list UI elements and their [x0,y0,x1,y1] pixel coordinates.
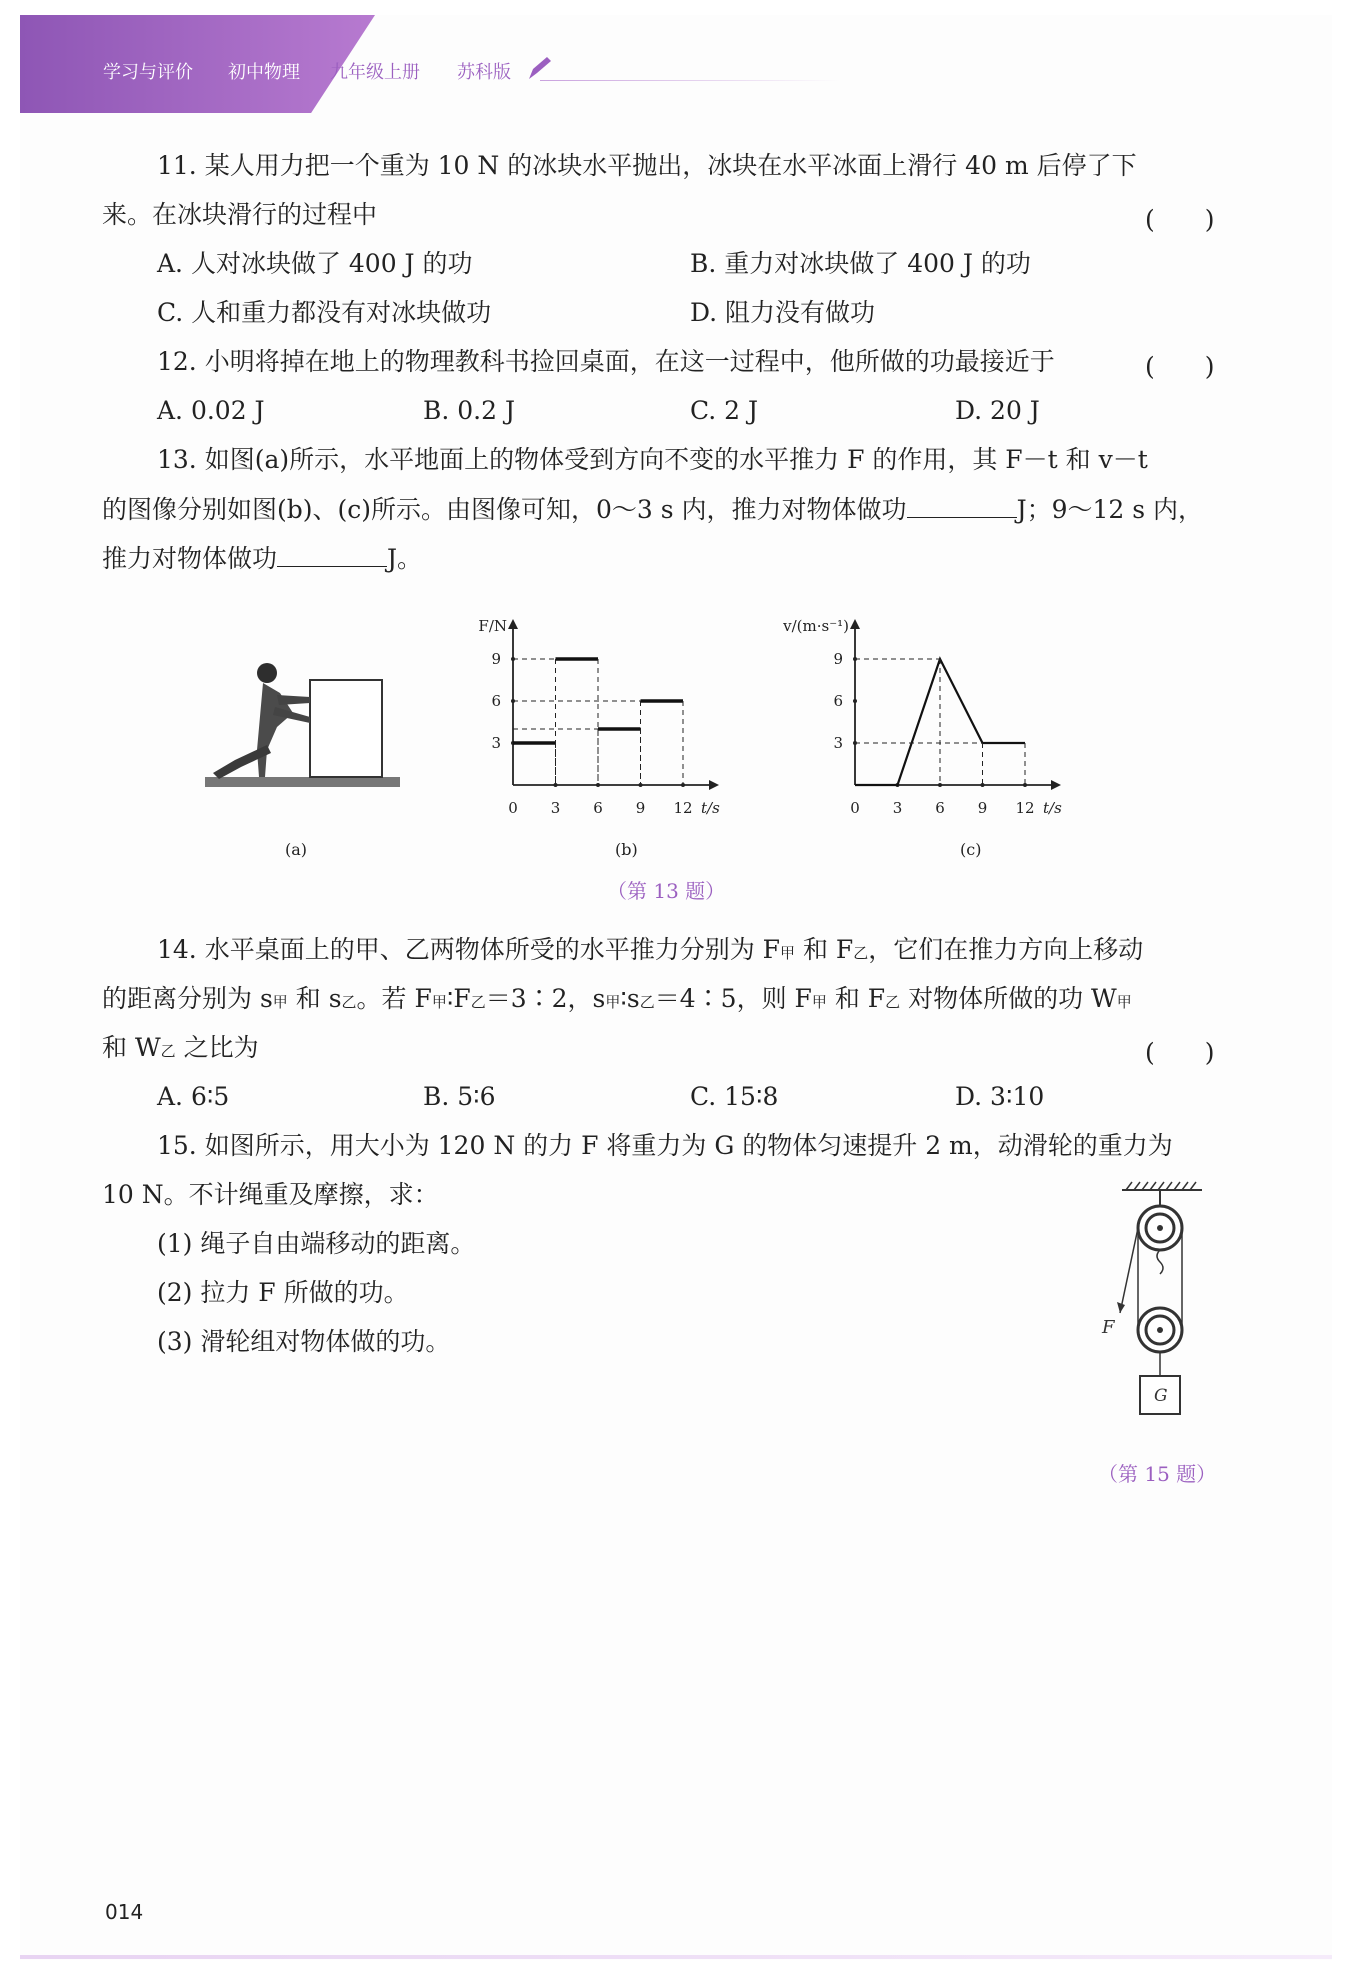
q13-line1: 13. 如图(a)所示，水平地面上的物体受到方向不变的水平推力 F 的作用，其 F－t 和 v－t [157,445,1148,474]
chart-c-y-arrow-icon [850,619,860,629]
q12-option-a: A. 0.02 J [157,396,265,425]
chart-b-x-tick-2: 6 [593,799,603,817]
q15-caption: （第 15 题） [1098,1462,1217,1486]
header-divider [540,80,840,81]
q14-line2-sub6: 乙 [639,993,655,1011]
fixed-pulley-axle [1157,1225,1163,1231]
chart-b-y-tick-1: 6 [491,692,501,710]
q14-option-d: D. 3∶10 [955,1082,1045,1111]
q14-line1-a: 14. 水平桌面上的甲、乙两物体所受的水平推力分别为 F [157,935,781,964]
q15-line2: 10 N。不计绳重及摩擦，求： [102,1180,439,1209]
q13-blank-2[interactable] [277,540,387,567]
q12-option-d: D. 20 J [955,396,1040,425]
chart-b-y-tick-0: 3 [491,734,501,752]
chart-c-x-tick-2: 6 [935,799,945,817]
chart-c-y-tick-1: 6 [833,692,843,710]
chart-c-y-label: v/(m·s⁻¹) [783,617,849,635]
fig-a-label: (a) [285,840,308,859]
movable-pulley-axle [1157,1327,1163,1333]
q11-option-c: C. 人和重力都没有对冰块做功 [157,298,492,327]
q13-line3-text-a: 推力对物体做功 [102,544,278,573]
chart-b-x-tick-4: 12 [673,799,693,817]
hook-icon [1157,1250,1163,1274]
q11-line1: 11. 某人用力把一个重为 10 N 的冰块水平抛出，冰块在水平冰面上滑行 40 m 后停了下 [157,151,1137,180]
chart-c-y-tick-0: 3 [833,734,843,752]
q15-sub1: (1) 绳子自由端移动的距离。 [157,1229,476,1258]
chart-c-x-label: t/s [1043,799,1062,817]
chart-c-x-tick-3: 9 [977,799,988,817]
ceiling-hatch [1126,1182,1196,1190]
chart-c-x-tick-0: 0 [850,799,860,817]
chart-c-x-tick-1: 3 [892,799,903,817]
q15-sub3: (3) 滑轮组对物体做的功。 [157,1327,451,1356]
q13-line2-text-a: 的图像分别如图(b)、(c)所示。由图像可知，0～3 s 内，推力对物体做功 [102,495,907,524]
bottom-bar [20,1955,1332,1959]
q11-option-b: B. 重力对冰块做了 400 J 的功 [690,249,1031,278]
header-grade: 九年级上册 [330,62,420,83]
q14-line2-sub7: 甲 [811,993,827,1011]
page-number: 014 [105,1900,144,1924]
fig-c-label: (c) [960,840,982,859]
q14-line2-sub2: 乙 [341,993,357,1011]
chart-b-x-tick-1: 3 [550,799,561,817]
q11-option-a: A. 人对冰块做了 400 J 的功 [157,249,473,278]
header-subject: 初中物理 [228,62,300,83]
q13-caption: （第 13 题） [607,879,726,903]
q14-line2-sub1: 甲 [272,993,288,1011]
header-series: 学习与评价 [103,62,193,83]
q14-line1-c: ，它们在推力方向上移动 [868,935,1144,964]
q13-line3-text-b: J。 [387,544,423,573]
q13-line3 [102,540,422,577]
q15-line1: 15. 如图所示，用大小为 120 N 的力 F 将重力为 G 的物体匀速提升 2 m，动滑轮的重力为 [157,1131,1173,1160]
q14-option-c: C. 15∶8 [690,1082,779,1111]
chart-b-y-tick-2: 9 [491,650,501,668]
q14-line2-sub5: 甲 [605,993,621,1011]
q14-option-a: A. 6∶5 [157,1082,230,1111]
q14-option-b: B. 5∶6 [423,1082,496,1111]
force-label: F [1102,1317,1115,1338]
q15-sub2: (2) 拉力 F 所做的功。 [157,1278,409,1307]
person-head [257,663,277,683]
chart-b-x-arrow-icon [709,780,719,790]
box [310,680,382,777]
q14-line3-sub: 乙 [160,1042,176,1060]
q14-line1 [157,932,1143,971]
q11-option-d: D. 阻力没有做功 [690,298,876,327]
chart-c-y-tick-mark-1 [853,699,857,703]
figure-b-f-t-chart [468,597,778,827]
figure-c-v-t-chart [760,597,1120,827]
chart-b-y-label: F/N [478,617,507,635]
q11-line2: 来。在冰块滑行的过程中 [102,200,378,229]
q14-line2-g: ＝4∶5，则 F [654,984,812,1013]
q14-line1-sub2: 乙 [853,944,869,962]
fig-b-label: (b) [615,840,638,859]
figure-a-pushing-box [205,655,410,795]
q14-line2-sub3: 甲 [431,993,447,1011]
chart-b-x-label: t/s [701,799,720,817]
chart-b-x-tick-3: 9 [635,799,646,817]
q12-option-b: B. 0.2 J [423,396,515,425]
load-label: G [1154,1386,1168,1406]
q12-option-c: C. 2 J [690,396,759,425]
rope-free-end [1120,1228,1138,1313]
q14-line2-h: 和 F [826,984,886,1013]
ground [205,777,400,787]
header-edition: 苏科版 [457,62,511,83]
pulley-figure [1100,1178,1220,1448]
q14-line2-sub4: 乙 [470,993,486,1011]
chart-b-x-tick-0: 0 [508,799,518,817]
q14-line2-a: 的距离分别为 s [102,984,273,1013]
q14-line2-f: ∶s [620,984,640,1013]
q14-line2-d: ∶F [446,984,471,1013]
q12-line1: 12. 小明将掉在地上的物理教科书捡回桌面，在这一过程中，他所做的功最接近于 [157,347,1055,376]
q14-answer-paren: ( ) [1145,1038,1215,1067]
q14-line3 [102,1030,259,1069]
q13-line2 [102,491,1203,528]
chart-c-y-tick-2: 9 [833,650,843,668]
q14-line2-sub9: 甲 [1116,993,1132,1011]
q14-line2-sub8: 乙 [885,993,901,1011]
q12-answer-paren: ( ) [1145,352,1215,381]
q14-line3-a: 和 W [102,1033,161,1062]
q14-line1-sub1: 甲 [780,944,796,962]
q14-line3-b: 之比为 [175,1033,259,1062]
q14-line2-i: 对物体所做的功 W [900,984,1117,1013]
q14-line2-c: 。若 F [356,984,432,1013]
q14-line2-e: ＝3∶2，s [485,984,606,1013]
q13-line2-text-b: J；9～12 s 内， [1016,495,1204,524]
q14-line1-b: 和 F [795,935,854,964]
chart-c-x-tick-4: 12 [1015,799,1035,817]
q14-line2-b: 和 s [287,984,342,1013]
force-arrow-icon [1117,1302,1125,1313]
chart-b-y-arrow-icon [508,619,518,629]
q11-answer-paren: ( ) [1145,205,1215,234]
q13-blank-1[interactable] [907,491,1017,518]
pencil-icon [525,55,555,83]
q14-line2 [102,981,1132,1020]
chart-c-x-arrow-icon [1051,780,1061,790]
